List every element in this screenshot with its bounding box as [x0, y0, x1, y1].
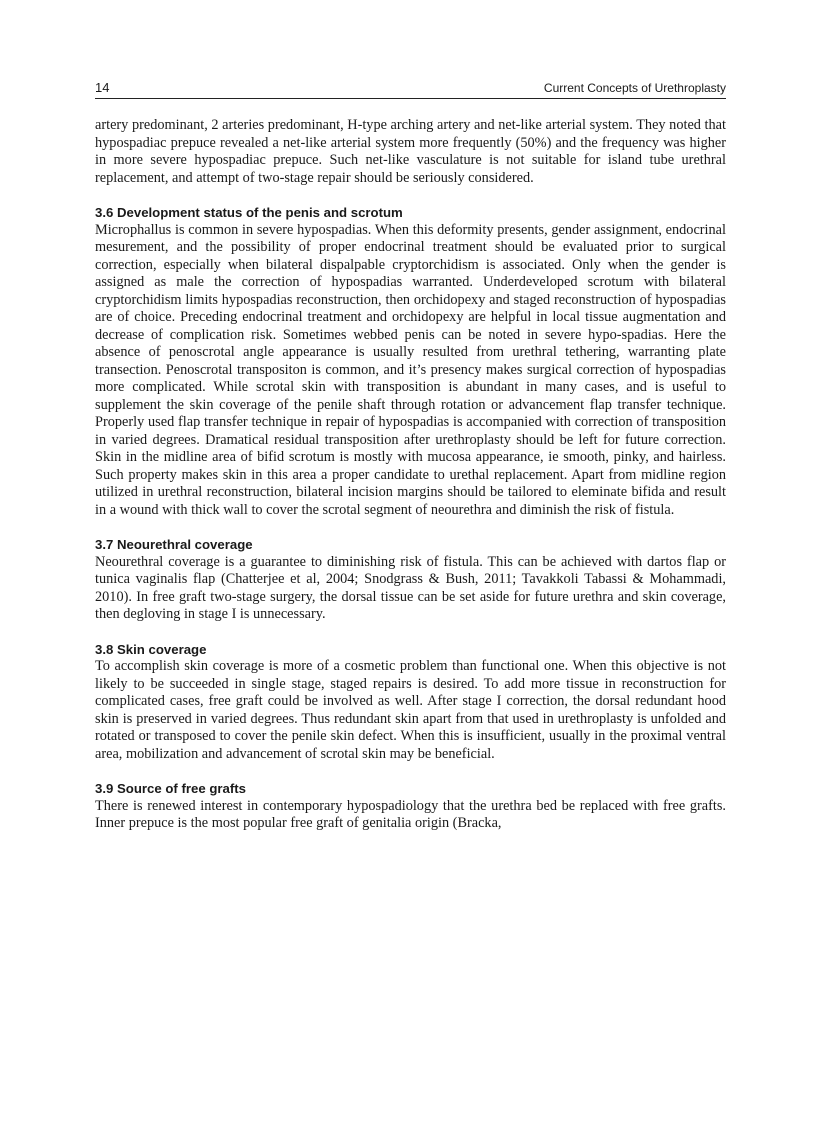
- page-body: [95, 117, 726, 833]
- section-3-8: [95, 641, 726, 764]
- section-body: Microphallus is common in severe hypospadias. When this deformity presents, gender assignment, endocrinal mesurement, and the possibility of proper endocrinal treatment should be evaluated prior to surgical correction, especially when bilateral dispalpable cryptorchidism is associated. Only when the gender is assigned as male the correction of hypospadias warranted. Underdeveloped scrotum with bilateral cryptorchidism limits hypospadias reconstruction, then orchidopexy and staged reconstruction of hypospadias are of choice. Preceding endocrinal treatment and orchidopexy are helpful in local tissue augmentation and decrease of complication risk. Sometimes webbed penis can be noted in severe hypo-spadias. Here the absence of penoscrotal angle appearance is usually resulted from urethral tethering, warranting plate transection. Penoscrotal transpositon is common, and it’s presency makes surgical correction of hypospadias more complicated. While scrotal skin with transposition is abundant in many cases, and is useful to supplement the skin coverage of the penile shaft through rotation or advancement flap transfer technique. Properly used flap transfer technique in repair of hypospadias is accompanied with correction of transposition in varied degrees. Dramatical residual transposition after urethroplasty should be left for future correction. Skin in the midline area of bifid scrotum is mostly with mucosa appearance, ie smooth, pinky, and hairless. Such property makes skin in this area a proper candidate to urethal replacement. Apart from midline region utilized in urethral reconstruction, bilateral incision margins should be tailored to eleminate bifida and result in a wound with thick wall to cover the scrotal segment of neourethra and diminish the risk of fistula.: [95, 221, 726, 518]
- section-3-7: [95, 536, 726, 624]
- section-heading: 3.8 Skin coverage: [95, 641, 207, 657]
- section-heading: 3.9 Source of free grafts: [95, 781, 246, 796]
- section-body: Neourethral coverage is a guarantee to diminishing risk of fistula. This can be achieved with dartos flap or tunica vaginalis flap (Chatterjee et al, 2004; Snodgrass & Bush, 2011; Tavakkoli Tabassi & Mohammadi, 2010). In free graft two-stage surgery, the dorsal tissue can be set aside for future urethra and skin coverage, then degloving in stage I is unnecessary.: [95, 553, 726, 622]
- section-heading: 3.6 Development status of the penis and scrotum: [95, 205, 403, 220]
- section-body: There is renewed interest in contemporary hypospadiology that the urethra bed be replaced with free grafts. Inner prepuce is the most popular free graft of genitalia origin (Bracka,: [95, 797, 726, 831]
- section-body: To accomplish skin coverage is more of a cosmetic problem than functional one. When this objective is not likely to be succeeded in single stage, staged repairs is desired. To add more tissue in reconstruction for complicated cases, free graft could be involved as well. After stage I correction, the dorsal redundant hood skin is preserved in varied degrees. Thus redundant skin apart from that used in urethroplasty is unfolded and rotated or transposed to cover the penile skin defect. When this is insufficient, usually in the proximal ventral area, mobilization and advancement of scrotal skin may be beneficial.: [95, 658, 726, 762]
- running-title: Current Concepts of Urethroplasty: [543, 81, 726, 95]
- section-3-9: [95, 780, 726, 833]
- page-header: [95, 80, 726, 99]
- intro-paragraph: artery predominant, 2 arteries predominant, H-type arching artery and net-like arterial system. They noted that hypospadiac prepuce revealed a net-like arterial system more frequently (50%) and the frequency was higher in more severe hypospadiac prepuce. Such net-like vasculature is not suitable for island tube urethral replacement, and attempt of two-stage repair should be seriously considered.: [95, 117, 726, 186]
- section-heading: 3.7 Neourethral coverage: [95, 537, 253, 552]
- page-number: 14: [95, 80, 110, 95]
- section-3-6: [95, 204, 726, 519]
